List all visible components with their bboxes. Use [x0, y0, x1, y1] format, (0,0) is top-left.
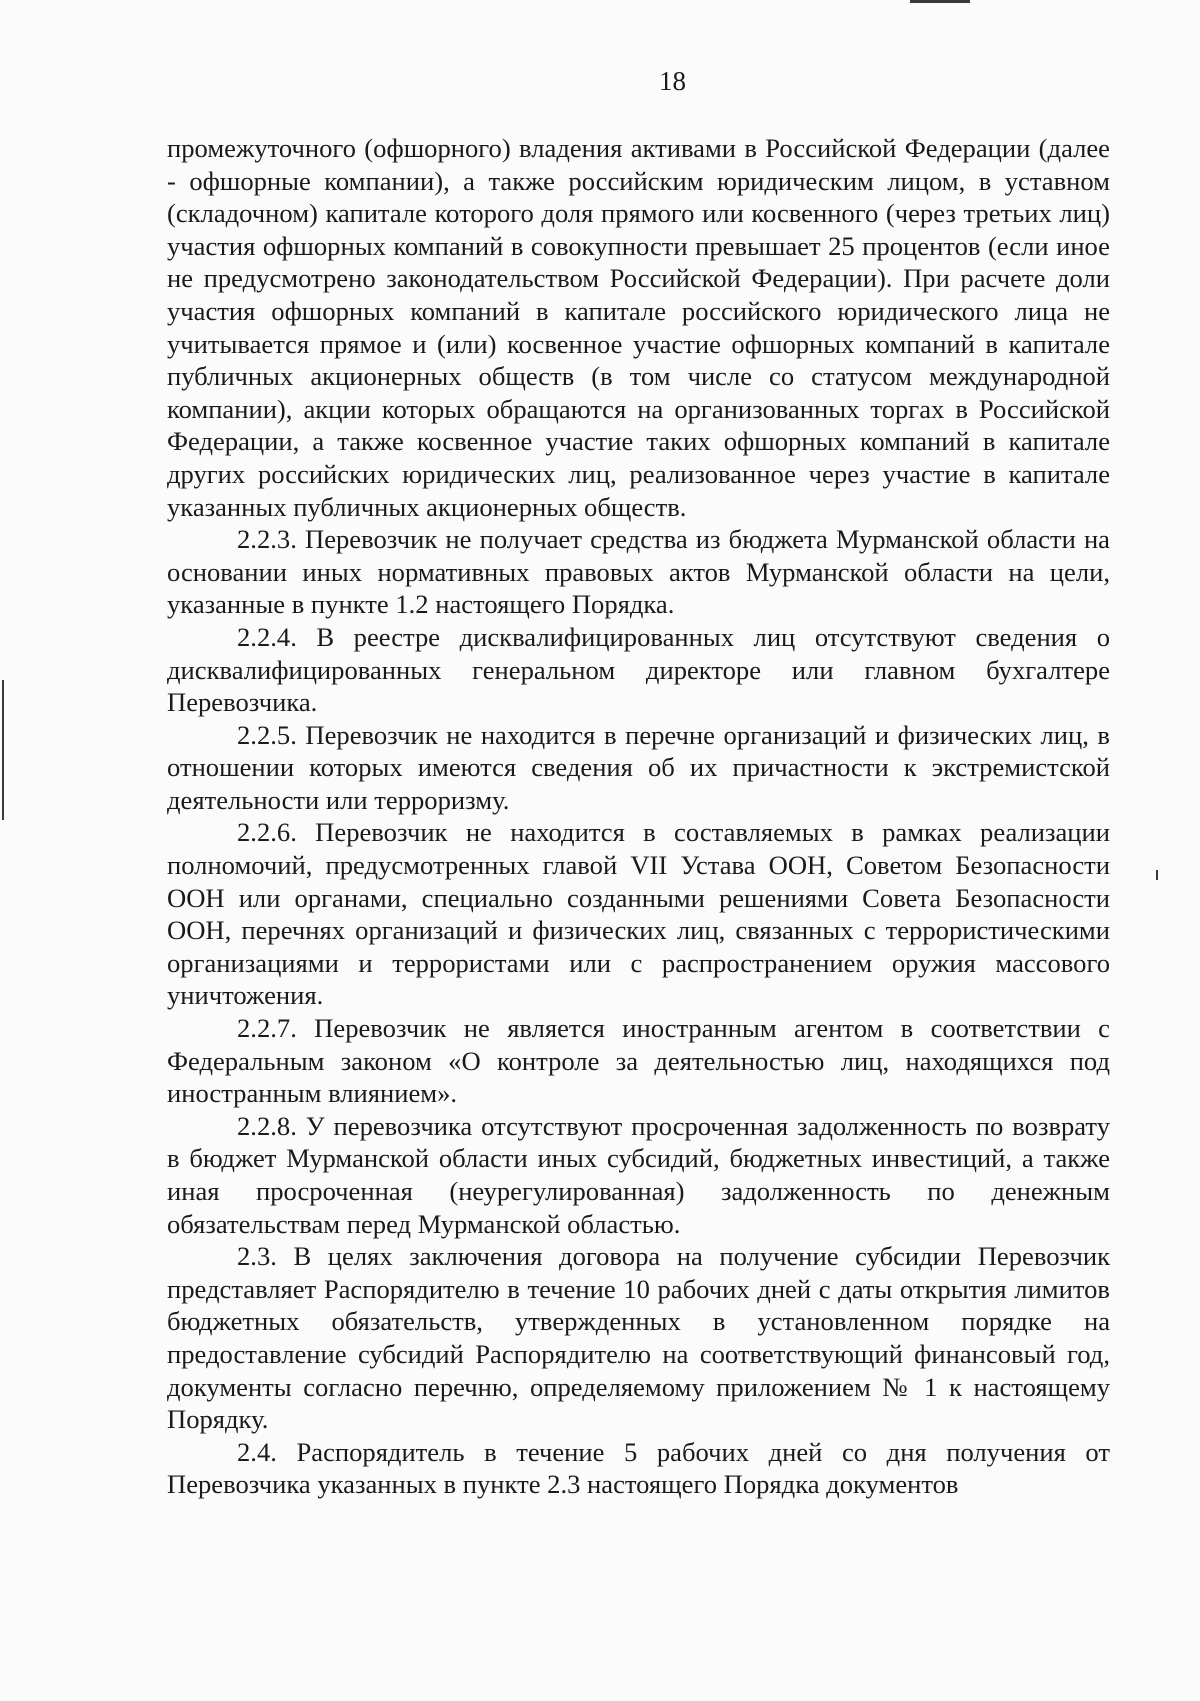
paragraph-2-3: 2.3. В целях заключения договора на получение субсидии Перевозчик представляет Распорядителю в течение 10 рабочих дней с даты открытия лимитов бюджетных обязательств, утвержденных в установленном порядке на предоставление субсидий Распорядителю на соответствующий финансовый год, документы согласно перечню, определяемому приложением № 1 к настоящему Порядку.	[167, 1241, 1110, 1435]
scan-artifact-left	[2, 680, 4, 820]
page-number: 18	[659, 66, 686, 96]
scan-artifact-top	[910, 0, 970, 3]
paragraph-2-2-3: 2.2.3. Перевозчик не получает средства из бюджета Мурманской области на основании иных нормативных правовых актов Мурманской области на цели, указанные в пункте 1.2 настоящего Порядка.	[167, 524, 1110, 620]
paragraph-2-4: 2.4. Распорядитель в течение 5 рабочих дней со дня получения от Перевозчика указанных в пункте 2.3 настоящего Порядка документов	[167, 1436, 1110, 1500]
scan-artifact-right	[1156, 870, 1158, 880]
paragraph-2-2-5: 2.2.5. Перевозчик не находится в перечне организаций и физических лиц, в отношении которых имеются сведения об их причастности к экстремистской деятельности или терроризму.	[167, 719, 1110, 815]
paragraph-2-2-7: 2.2.7. Перевозчик не является иностранным агентом в соответствии с Федеральным законом «О контроле за деятельностью лиц, находящихся под иностранным влиянием».	[167, 1013, 1110, 1109]
paragraph-2-2-6: 2.2.6. Перевозчик не находится в составляемых в рамках реализации полномочий, предусмотренных главой VII Устава ООН, Советом Безопасности ООН или органами, специально созданными решениями Совета Безопасности ООН, перечнях организаций и физических лиц, связанных с террористическими организациями и террористами или с распространением оружия массового уничтожения.	[167, 817, 1110, 1011]
paragraph-2-2-8: 2.2.8. У перевозчика отсутствуют просроченная задолженность по возврату в бюджет Мурманской области иных субсидий, бюджетных инвестиций, а также иная просроченная (неурегулированная) задолженность по денежным обязательствам перед Мурманской областью.	[167, 1110, 1110, 1239]
paragraph-2-2-4: 2.2.4. В реестре дисквалифицированных лиц отсутствуют сведения о дисквалифицированных генеральном директоре или главном бухгалтере Перевозчика.	[167, 621, 1110, 718]
paragraph-continuation: промежуточного (офшорного) владения активами в Российской Федерации (далее - офшорные компании), а также российским юридическим лицом, в уставном (складочном) капитале которого доля прямого или косвенного (через третьих лиц) участия офшорных компаний в совокупности превышает 25 процентов (если иное не предусмотрено законодательством Российской Федерации). При расчете доли участия офшорных компаний в капитале российского юридического лица не учитывается прямое и (или) косвенное участие офшорных компаний в капитале публичных акционерных обществ (в том числе со статусом международной компании), акции которых обращаются на организованных торгах в Российской Федерации, а также косвенное участие таких офшорных компаний в капитале других российских юридических лиц, реализованное через участие в капитале указанных публичных акционерных обществ.	[167, 133, 1110, 522]
document-body	[167, 132, 1110, 1501]
